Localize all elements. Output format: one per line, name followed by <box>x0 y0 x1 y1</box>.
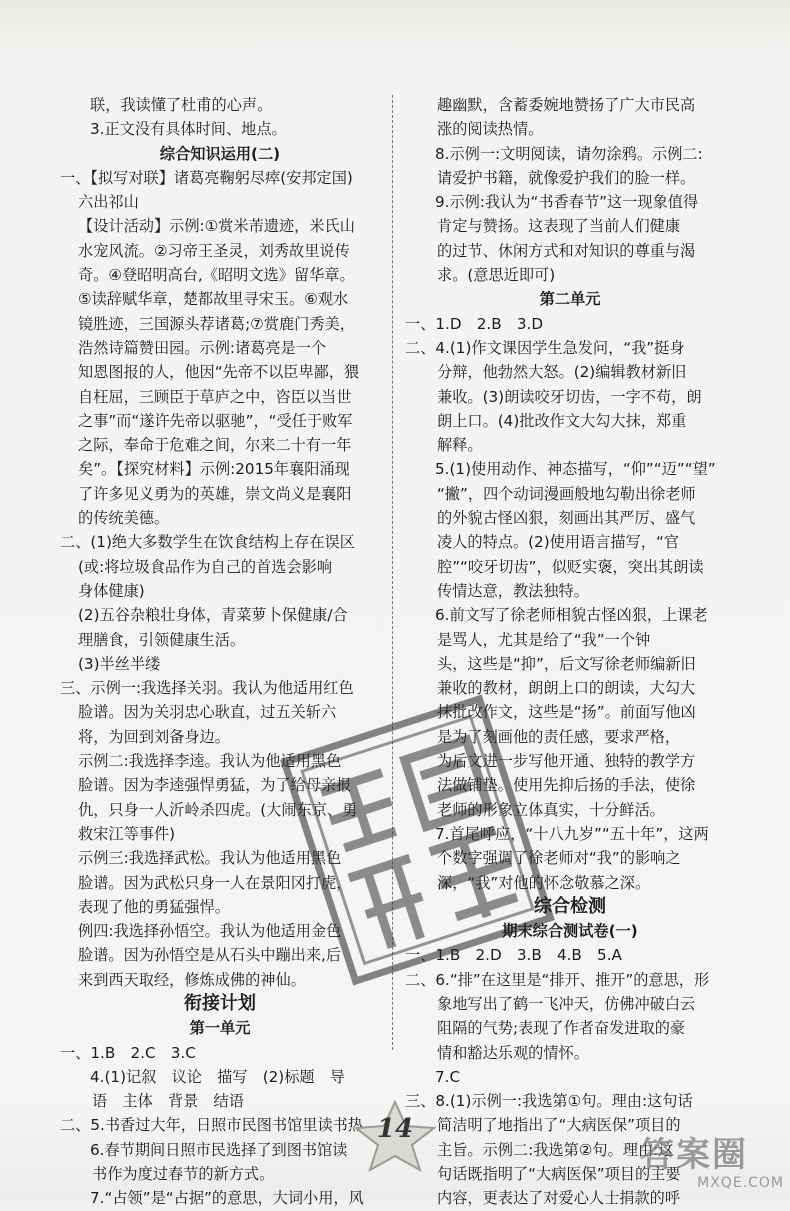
text-line: 【设计活动】示例:①赏米芾遗迹，米氏山 <box>78 217 355 236</box>
text-line: 水宠风流。②习帝王圣灵，刘秀故里说传 <box>78 241 350 260</box>
text-line: 仇，只身一人沂岭杀四虎。(大闹东京、勇 <box>78 800 358 819</box>
text-line: 表现了他的勇猛强悍。 <box>78 897 230 916</box>
watermark-url: MXQE.COM <box>697 1175 784 1191</box>
text-line: 来到西天取经，修炼成佛的神仙。 <box>78 970 306 989</box>
text-line: 解释。 <box>437 436 483 455</box>
text-line: 是骂人，尤其是给了“我”一个钟 <box>437 630 651 649</box>
text-line: 二、4.(1)作文课因学生急发问，“我”挺身 <box>405 338 685 357</box>
text-line: 书作为度过春节的新方式。 <box>92 1165 275 1184</box>
text-line: 4.(1)记叙 议论 描写 (2)标题 导 <box>90 1067 345 1086</box>
text-line: (2)五谷杂粮壮身体，青菜萝卜保健康/合 <box>78 606 348 625</box>
text-line: 脸谱。因为李逵强悍勇猛，为了给母亲报 <box>78 776 352 795</box>
text-line: 内容，更表达了对爱心人士捐款的呼 <box>437 1189 680 1208</box>
text-line: 自枉屈，三顾臣于草庐之中，咨臣以当世 <box>78 387 352 406</box>
text-line: 矣”。【探究材料】示例:2015年襄阳涌现 <box>78 460 350 479</box>
text-line: 个数字强调了徐老师对“我”的影响之 <box>437 849 681 868</box>
text-line: (3)半丝半缕 <box>78 654 161 673</box>
text-line: 情和豁达乐观的情怀。 <box>437 1043 589 1062</box>
text-line: 9.示例:我认为“书香春节”这一现象值得 <box>435 193 699 212</box>
text-line: 请爱护书籍，就像爱护我们的脸一样。 <box>437 168 696 187</box>
text-line: 第二单元 <box>539 290 601 309</box>
text-line: 老师的形象立体真实，十分鲜活。 <box>437 800 665 819</box>
text-line: 是为了刻画他的责任感，要求严格， <box>437 727 680 746</box>
text-line: 救宋江等事件) <box>78 824 176 843</box>
text-line: 阻隔的气势;表现了作者奋发进取的豪 <box>437 1019 686 1038</box>
text-line: 的传统美德。 <box>78 509 170 528</box>
text-line: 7.C <box>435 1067 461 1086</box>
text-line: 六出祁山 <box>78 193 139 212</box>
text-line: 脸谱。因为武松只身一人在景阳冈打虎， <box>78 873 352 892</box>
text-line: 肯定与赞扬。这表现了当前人们健康 <box>437 217 680 236</box>
text-line: 5.(1)使用动作、神态描写，“仰”“迈”“望” <box>435 460 716 479</box>
text-line: 6.前文写了徐老师相貌古怪凶狠，上课老 <box>435 606 708 625</box>
text-line: (或:将垃圾食品作为自己的首选会影响 <box>78 557 333 576</box>
text-line: ⑤读辞赋华章，楚都故里寻宋玉。⑥观水 <box>78 290 349 309</box>
text-line: 传情达意，教法独特。 <box>437 581 589 600</box>
text-line: 二、6.“排”在这里是“排开、推开”的意思，形 <box>405 970 710 989</box>
text-line: 之事”而“遂许先帝以驱驰”，“受任于败军 <box>78 411 353 430</box>
page-number: 14 <box>376 1114 414 1144</box>
text-line: 的过节、休闲方式和对知识的尊重与渴 <box>437 241 696 260</box>
text-line: 之际，奉命于危难之间，尔来二十有一年 <box>78 436 352 455</box>
text-line: 语 主体 背景 结语 <box>92 1092 244 1111</box>
text-line: 7.首尾呼应，“十八九岁”“五十年”，这两 <box>435 824 709 843</box>
text-line: 理膳食，引领健康生活。 <box>78 630 246 649</box>
left-column <box>60 93 380 1211</box>
text-line: 7.“占领”是“占据”的意思，大词小用，风 <box>90 1189 364 1208</box>
text-line: “撇”，四个动词漫画般地勾勒出徐老师 <box>437 484 696 503</box>
text-line: 综合知识运用(二) <box>159 144 281 163</box>
text-line: 将，为回到刘备身边。 <box>78 727 230 746</box>
text-line: 三、8.(1)示例一:我选第①句。理由:这句话 <box>405 1092 693 1111</box>
text-line: 二、5.书香过大年，日照市民图书馆里读书热 <box>60 1116 364 1135</box>
text-line: 脸谱。因为关羽忠心耿直，过五关斩六 <box>78 703 337 722</box>
text-line: 示例三:我选择武松。我认为他适用黑色 <box>78 849 342 868</box>
text-line: 镜胜迹，三国源头荐诸葛;⑦赏鹿门秀美， <box>78 314 355 333</box>
text-line: 兼收的教材，朗朗上口的朗读，大勾大 <box>437 679 696 698</box>
text-line: 朗上口。(4)批改作文大勾大抹，郑重 <box>437 411 687 430</box>
text-line: 例四:我选择孙悟空。我认为他适用金色 <box>78 922 342 941</box>
text-line: 综合检测 <box>534 895 606 917</box>
text-line: 一、1.B 2.C 3.C <box>60 1043 196 1062</box>
text-line: 联，我读懂了杜甫的心声。 <box>90 96 273 114</box>
text-line: 分辩，他勃然大怒。(2)编辑教材新旧 <box>437 363 687 382</box>
watermark-logo-text: 答案圈 <box>640 1135 748 1175</box>
text-line: 衔接计划 <box>184 992 256 1014</box>
text-line: 三、示例一:我选择关羽。我认为他适用红色 <box>60 679 354 698</box>
text-line: 一、1.D 2.B 3.D <box>405 314 544 333</box>
text-line: 涨的阅读热情。 <box>437 120 544 139</box>
text-line: 6.春节期间日照市民选择了到图书馆读 <box>90 1140 348 1159</box>
text-line: 深，“我”对他的怀念敬慕之深。 <box>437 873 651 892</box>
text-line: 一、【拟写对联】诸葛亮鞠躬尽瘁(安邦定国) <box>60 168 353 187</box>
text-line: 浩然诗篇赞田园。示例:诸葛亮是一个 <box>78 338 327 357</box>
column-divider <box>392 95 393 1050</box>
text-line: 象地写出了鹤一飞冲天，仿佛冲破白云 <box>437 994 696 1013</box>
text-line: 抹批改作文，这些是“扬”。前面写他凶 <box>437 703 696 722</box>
text-line: 法做铺垫。使用先抑后扬的手法，使徐 <box>437 776 696 795</box>
watermark <box>640 1135 790 1195</box>
text-line: 身体健康) <box>78 581 145 600</box>
text-line: 一、1.B 2.D 3.B 4.B 5.A <box>405 946 622 965</box>
right-column <box>405 93 735 1211</box>
text-line: 趣幽默，含蓄委婉地赞扬了广大市民高 <box>437 96 696 114</box>
text-line: 求。(意思近即可) <box>437 266 556 285</box>
text-line: 句话既指明了“大病医保”项目的主要 <box>437 1165 681 1184</box>
text-line: 主旨。示例二:我选第②句。理由:这 <box>437 1140 674 1159</box>
text-line: 了许多见义勇为的英雄，崇文尚义是襄阳 <box>78 484 352 503</box>
text-line: 脸谱。因为孙悟空是从石头中蹦出来,后 <box>78 946 342 965</box>
text-line: 知恩图报的人，他因“先帝不以臣卑鄙，猥 <box>78 363 360 382</box>
text-line: 奇。④登昭明高台,《昭明文选》留华章。 <box>78 266 355 285</box>
text-line: 腔”“咬牙切齿”，似贬实褒，突出其朗读 <box>437 557 704 576</box>
text-line: 凌人的特点。(2)使用语言描写，“官 <box>437 533 680 552</box>
text-line: 二、(1)绝大多数学生在饮食结构上存在误区 <box>60 533 355 552</box>
text-line: 8.示例一:文明阅读，请勿涂鸦。示例二: <box>435 144 703 163</box>
text-line: 示例二:我选择李逵。我认为他适用黑色 <box>78 752 342 771</box>
text-line: 第一单元 <box>189 1019 251 1038</box>
text-line: 的外貌古怪凶狠，刻画出其严厉、盛气 <box>437 509 696 528</box>
text-line: 头，这些是“抑”，后文写徐老师编新旧 <box>437 654 696 673</box>
text-line: 为后文进一步写他开通、独特的教学方 <box>437 752 696 771</box>
text-line: 兼收。(3)朗读咬牙切齿，一字不苟，朗 <box>437 387 702 406</box>
text-line: 简洁明了地指出了“大病医保”项目的 <box>437 1116 681 1135</box>
text-line: 期末综合测试卷(一) <box>502 922 638 941</box>
text-line: 3.正文没有具体时间、地点。 <box>90 120 287 139</box>
